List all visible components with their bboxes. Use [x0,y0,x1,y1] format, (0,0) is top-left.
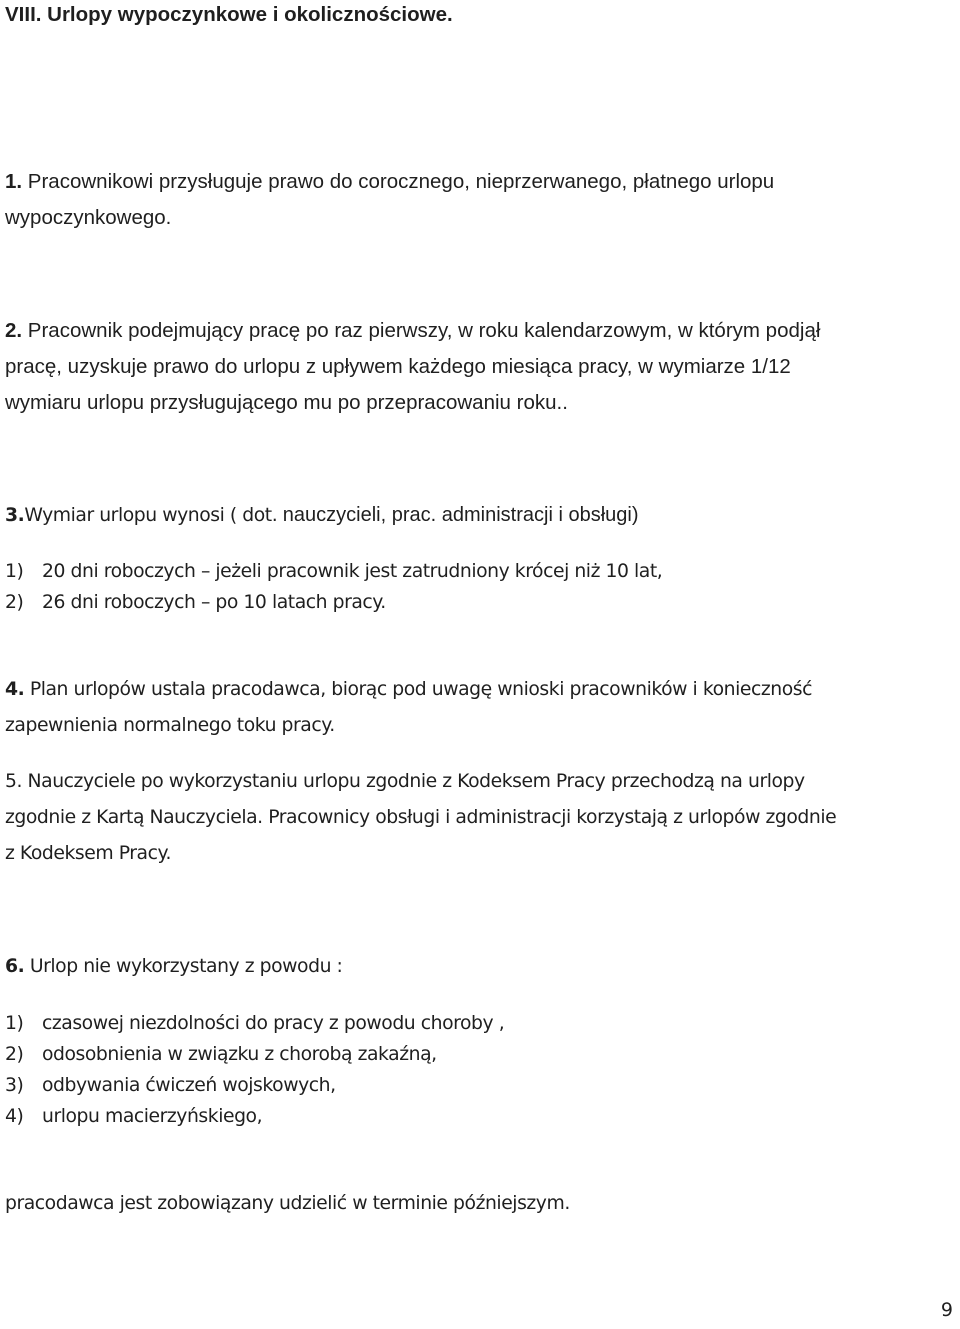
list-item: 2) 26 dni roboczych – po 10 latach pracy. [5,592,386,613]
section-heading [5,0,453,33]
paragraph-5-line-3: z Kodeksem Pracy. [5,843,171,864]
paragraph-6 [5,949,342,985]
paragraph-1 [5,164,774,236]
paragraph-5-line-1: 5. Nauczyciele po wykorzystaniu urlopu zgodnie z Kodeksem Pracy przechodzą na urlopy [5,771,805,792]
paragraph-3 [5,497,639,534]
paragraph-2-line-3: wymiaru urlopu przysługującego mu po przepracowaniu roku.. [5,391,568,414]
heading-text: VIII. Urlopy wypoczynkowe i okolicznościowe. [5,3,453,26]
paragraph-5-line-2: zgodnie z Kartą Nauczyciela. Pracownicy obsługi i administracji korzystają z urlopów zgodnie [5,807,837,828]
paragraph-2 [5,313,820,421]
paragraph-1-line-1: 1. Pracownikowi przysługuje prawo do corocznego, nieprzerwanego, płatnego urlopu [5,170,775,193]
list-item: 1) czasowej niezdolności do pracy z powodu choroby , [5,1013,505,1034]
paragraph-4-number: 4. [5,679,25,700]
paragraph-2-line-1: 2. Pracownik podejmujący pracę po raz pierwszy, w roku kalendarzowym, w którym podjął [5,319,821,342]
paragraph-4-line-2: zapewnienia normalnego toku pracy. [5,715,335,736]
paragraph-6-intro: Urlop nie wykorzystany z powodu : [24,956,343,977]
paragraph-3-text-a: Wymiar urlopu wynosi ( dot. [24,505,278,526]
paragraph-2-number: 2. [5,319,23,342]
paragraph-4 [5,672,812,744]
list-item: 2) odosobnienia w związku z chorobą zakaźną, [5,1044,437,1065]
paragraph-2-line-2: pracę, uzyskuje prawo do urlopu z upływem każdego miesiąca pracy, w wymiarze 1/12 [5,355,791,378]
paragraph-3-text-b: nauczycieli, prac. administracji i obsługi) [277,504,639,526]
list-item: 3) odbywania ćwiczeń wojskowych, [5,1075,336,1096]
paragraph-6-list [5,1008,504,1132]
paragraph-4-line-1: 4. Plan urlopów ustala pracodawca, biorąc pod uwagę wnioski pracowników i konieczność [5,679,812,700]
paragraph-5-number: 5. [5,771,23,792]
paragraph-3-list [5,556,662,618]
paragraph-1-line-2: wypoczynkowego. [5,206,172,229]
paragraph-5 [5,764,836,872]
paragraph-1-number: 1. [5,170,23,193]
list-item: 4) urlopu macierzyńskiego, [5,1106,263,1127]
list-item: 1) 20 dni roboczych – jeżeli pracownik jest zatrudniony krócej niż 10 lat, [5,561,663,582]
paragraph-3-number: 3. [5,505,25,526]
paragraph-6-closing: pracodawca jest zobowiązany udzielić w terminie późniejszym. [5,1193,570,1214]
page-number: 9 [940,1299,953,1321]
paragraph-6-number: 6. [5,956,25,977]
